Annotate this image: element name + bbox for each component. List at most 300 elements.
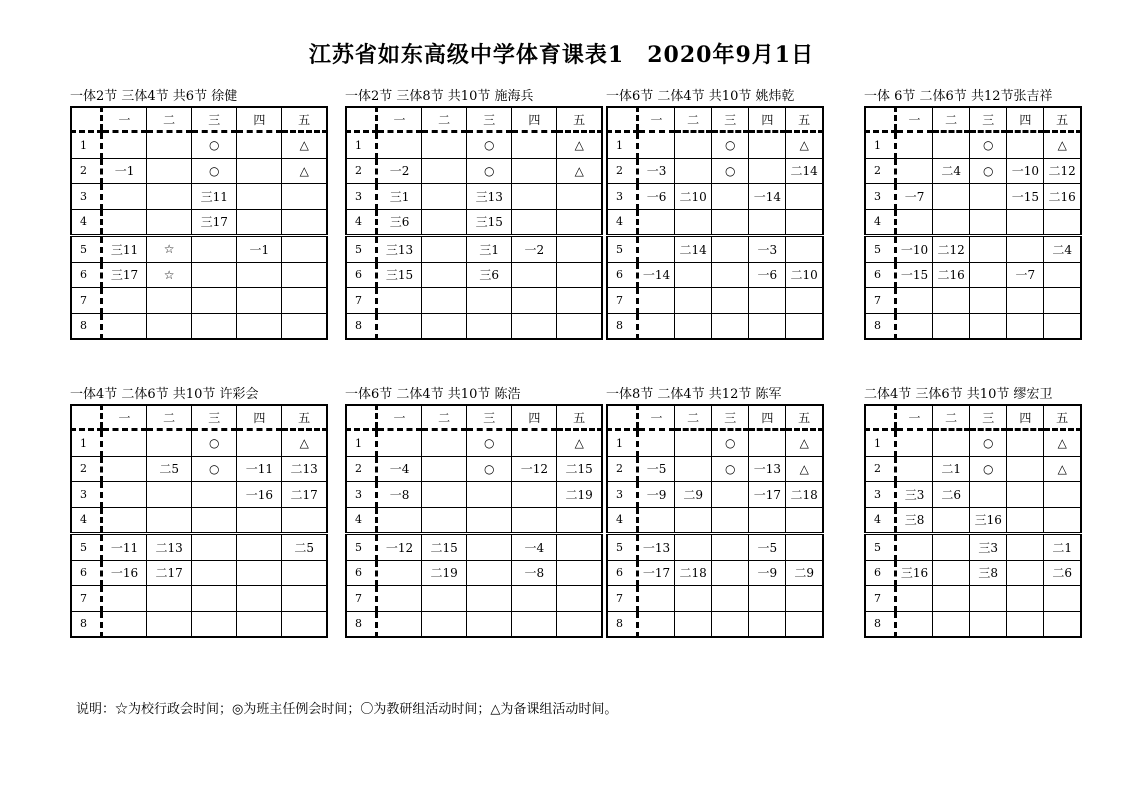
class-cell: 三17 xyxy=(192,209,237,236)
timetable xyxy=(345,106,603,340)
class-cell xyxy=(1007,132,1044,159)
period-number: 8 xyxy=(71,611,102,637)
class-cell xyxy=(237,430,282,457)
class-cell xyxy=(467,611,512,637)
class-cell: ○ xyxy=(192,132,237,159)
class-cell: 二10 xyxy=(786,262,823,288)
schedule-panel xyxy=(606,88,824,340)
class-cell xyxy=(749,132,786,159)
class-cell: 二14 xyxy=(675,236,712,263)
class-cell: 一14 xyxy=(638,262,675,288)
teacher-summary: 一体4节 二体6节 共10节 许彩会 xyxy=(70,387,259,402)
class-cell xyxy=(192,611,237,637)
class-cell: ○ xyxy=(712,456,749,482)
period-row xyxy=(71,288,327,314)
class-cell xyxy=(512,586,557,612)
class-cell xyxy=(377,611,422,637)
class-cell xyxy=(512,430,557,457)
period-number: 6 xyxy=(71,560,102,586)
period-row xyxy=(71,236,327,263)
class-cell xyxy=(557,586,602,612)
class-cell: 二18 xyxy=(675,560,712,586)
class-cell xyxy=(282,560,327,586)
class-cell xyxy=(557,507,602,534)
weekday-header: 一 xyxy=(377,107,422,132)
class-cell xyxy=(970,586,1007,612)
weekday-header: 三 xyxy=(970,107,1007,132)
period-number: 2 xyxy=(865,456,896,482)
period-row xyxy=(71,430,327,457)
weekday-header-row xyxy=(865,107,1081,132)
weekday-header: 四 xyxy=(512,405,557,430)
class-cell xyxy=(422,262,467,288)
period-row xyxy=(71,132,327,159)
class-cell: 三16 xyxy=(896,560,933,586)
class-cell xyxy=(970,236,1007,263)
class-cell xyxy=(282,313,327,339)
class-cell xyxy=(147,209,192,236)
class-cell xyxy=(1044,586,1081,612)
class-cell xyxy=(786,507,823,534)
class-cell: 一17 xyxy=(638,560,675,586)
period-row xyxy=(607,313,823,339)
class-cell xyxy=(1044,262,1081,288)
class-cell xyxy=(896,209,933,236)
class-cell xyxy=(147,430,192,457)
class-cell xyxy=(1007,507,1044,534)
class-cell xyxy=(638,313,675,339)
weekday-header: 一 xyxy=(638,405,675,430)
period-row xyxy=(71,313,327,339)
period-number: 1 xyxy=(865,430,896,457)
class-cell xyxy=(102,313,147,339)
class-cell xyxy=(512,288,557,314)
class-cell xyxy=(422,184,467,210)
weekday-header: 三 xyxy=(467,107,512,132)
corner-cell xyxy=(346,107,377,132)
weekday-header-row xyxy=(346,107,602,132)
period-number: 7 xyxy=(71,288,102,314)
period-number: 4 xyxy=(346,507,377,534)
class-cell: 二4 xyxy=(1044,236,1081,263)
corner-cell xyxy=(346,405,377,430)
weekday-header: 二 xyxy=(147,107,192,132)
class-cell xyxy=(467,534,512,561)
class-cell: 二15 xyxy=(422,534,467,561)
class-cell xyxy=(147,482,192,508)
class-cell: ○ xyxy=(192,158,237,184)
class-cell xyxy=(512,184,557,210)
teacher-summary: 一体2节 三体4节 共6节 徐健 xyxy=(70,89,238,104)
class-cell xyxy=(512,611,557,637)
period-row xyxy=(71,209,327,236)
class-cell xyxy=(192,507,237,534)
schedule-panel xyxy=(70,386,328,638)
timetable xyxy=(864,106,1082,340)
class-cell xyxy=(749,313,786,339)
class-cell xyxy=(933,184,970,210)
class-cell: 二6 xyxy=(933,482,970,508)
corner-cell xyxy=(607,107,638,132)
period-number: 6 xyxy=(71,262,102,288)
class-cell xyxy=(147,586,192,612)
weekday-header: 三 xyxy=(712,405,749,430)
period-number: 8 xyxy=(346,313,377,339)
class-cell xyxy=(638,586,675,612)
class-cell: 一7 xyxy=(1007,262,1044,288)
period-row xyxy=(346,313,602,339)
class-cell: ○ xyxy=(192,430,237,457)
period-number: 6 xyxy=(607,560,638,586)
class-cell xyxy=(786,534,823,561)
period-number: 3 xyxy=(71,482,102,508)
class-cell: 一9 xyxy=(749,560,786,586)
class-cell: 三3 xyxy=(896,482,933,508)
period-row xyxy=(71,456,327,482)
class-cell: 二9 xyxy=(786,560,823,586)
class-cell xyxy=(675,456,712,482)
class-cell xyxy=(467,560,512,586)
class-cell xyxy=(422,611,467,637)
class-cell: 二13 xyxy=(147,534,192,561)
class-cell xyxy=(1044,209,1081,236)
class-cell xyxy=(749,288,786,314)
class-cell xyxy=(712,534,749,561)
class-cell xyxy=(712,611,749,637)
class-cell xyxy=(675,132,712,159)
class-cell xyxy=(377,288,422,314)
weekday-header: 四 xyxy=(1007,405,1044,430)
class-cell xyxy=(282,184,327,210)
period-row xyxy=(865,158,1081,184)
class-cell xyxy=(377,586,422,612)
class-cell xyxy=(512,507,557,534)
class-cell xyxy=(377,132,422,159)
period-row xyxy=(607,482,823,508)
class-cell xyxy=(147,184,192,210)
class-cell xyxy=(192,236,237,263)
class-cell xyxy=(970,262,1007,288)
weekday-header-row xyxy=(607,107,823,132)
period-row xyxy=(71,507,327,534)
class-cell xyxy=(237,534,282,561)
period-number: 5 xyxy=(71,534,102,561)
class-cell: 二17 xyxy=(147,560,192,586)
class-cell xyxy=(933,586,970,612)
weekday-header: 一 xyxy=(896,405,933,430)
class-cell xyxy=(933,534,970,561)
class-cell: ○ xyxy=(467,430,512,457)
period-row xyxy=(607,262,823,288)
class-cell: 二13 xyxy=(282,456,327,482)
class-cell xyxy=(933,430,970,457)
class-cell: △ xyxy=(786,456,823,482)
period-number: 3 xyxy=(346,482,377,508)
period-row xyxy=(865,184,1081,210)
timetable xyxy=(606,106,824,340)
weekday-header: 二 xyxy=(422,405,467,430)
period-number: 4 xyxy=(607,507,638,534)
weekday-header: 二 xyxy=(675,107,712,132)
period-number: 2 xyxy=(607,158,638,184)
period-row xyxy=(346,456,602,482)
weekday-header: 一 xyxy=(638,107,675,132)
class-cell xyxy=(712,482,749,508)
class-cell xyxy=(933,611,970,637)
timetable xyxy=(345,404,603,638)
period-row xyxy=(865,586,1081,612)
class-cell: △ xyxy=(1044,456,1081,482)
class-cell xyxy=(102,430,147,457)
class-cell xyxy=(896,313,933,339)
class-cell: ○ xyxy=(712,430,749,457)
class-cell xyxy=(557,209,602,236)
class-cell: 三11 xyxy=(102,236,147,263)
class-cell xyxy=(102,209,147,236)
period-number: 2 xyxy=(607,456,638,482)
class-cell xyxy=(970,288,1007,314)
weekday-header: 三 xyxy=(712,107,749,132)
period-row xyxy=(71,262,327,288)
class-cell xyxy=(192,262,237,288)
class-cell xyxy=(102,288,147,314)
period-row xyxy=(346,507,602,534)
weekday-header: 五 xyxy=(282,107,327,132)
class-cell: △ xyxy=(786,132,823,159)
class-cell xyxy=(237,611,282,637)
class-cell xyxy=(970,611,1007,637)
period-row xyxy=(607,534,823,561)
class-cell xyxy=(422,158,467,184)
corner-cell xyxy=(865,405,896,430)
class-cell xyxy=(422,313,467,339)
class-cell xyxy=(749,209,786,236)
class-cell xyxy=(467,482,512,508)
class-cell xyxy=(237,288,282,314)
class-cell xyxy=(467,586,512,612)
class-cell xyxy=(192,482,237,508)
class-cell xyxy=(786,209,823,236)
period-row xyxy=(71,560,327,586)
class-cell xyxy=(282,236,327,263)
period-row xyxy=(865,262,1081,288)
weekday-header-row xyxy=(865,405,1081,430)
weekday-header: 五 xyxy=(557,107,602,132)
class-cell: △ xyxy=(557,430,602,457)
class-cell xyxy=(192,560,237,586)
teacher-summary: 一体2节 三体8节 共10节 施海兵 xyxy=(345,89,534,104)
class-cell: 二15 xyxy=(557,456,602,482)
class-cell xyxy=(1007,611,1044,637)
class-cell: 二6 xyxy=(1044,560,1081,586)
class-cell: 二12 xyxy=(1044,158,1081,184)
class-cell xyxy=(896,611,933,637)
class-cell xyxy=(282,288,327,314)
class-cell xyxy=(712,560,749,586)
weekday-header: 四 xyxy=(749,107,786,132)
period-number: 3 xyxy=(346,184,377,210)
period-row xyxy=(346,158,602,184)
class-cell: 三13 xyxy=(467,184,512,210)
class-cell xyxy=(675,430,712,457)
class-cell: 一11 xyxy=(237,456,282,482)
period-row xyxy=(71,586,327,612)
weekday-header: 一 xyxy=(896,107,933,132)
weekday-header-row xyxy=(71,107,327,132)
class-cell xyxy=(638,507,675,534)
class-cell: 一10 xyxy=(896,236,933,263)
period-row xyxy=(865,482,1081,508)
class-cell: 二16 xyxy=(1044,184,1081,210)
class-cell xyxy=(102,132,147,159)
period-row xyxy=(607,430,823,457)
class-cell: ○ xyxy=(467,456,512,482)
class-cell xyxy=(786,611,823,637)
class-cell: ○ xyxy=(467,158,512,184)
weekday-header: 五 xyxy=(786,107,823,132)
class-cell: 三15 xyxy=(467,209,512,236)
class-cell xyxy=(675,507,712,534)
period-number: 8 xyxy=(607,313,638,339)
class-cell: 二1 xyxy=(1044,534,1081,561)
class-cell: △ xyxy=(282,158,327,184)
weekday-header: 二 xyxy=(933,107,970,132)
timetable xyxy=(70,106,328,340)
class-cell: 三8 xyxy=(896,507,933,534)
class-cell xyxy=(675,262,712,288)
class-cell: ○ xyxy=(970,430,1007,457)
class-cell: 三1 xyxy=(377,184,422,210)
period-number: 3 xyxy=(71,184,102,210)
class-cell xyxy=(1007,313,1044,339)
weekday-header: 三 xyxy=(467,405,512,430)
period-row xyxy=(865,560,1081,586)
period-number: 5 xyxy=(865,236,896,263)
period-row xyxy=(607,132,823,159)
teacher-summary: 一体6节 二体4节 共10节 陈浩 xyxy=(345,387,521,402)
class-cell: 一16 xyxy=(237,482,282,508)
class-cell xyxy=(512,132,557,159)
class-cell xyxy=(102,184,147,210)
class-cell xyxy=(896,456,933,482)
class-cell xyxy=(422,209,467,236)
period-number: 5 xyxy=(346,534,377,561)
class-cell xyxy=(102,507,147,534)
page-title: 江苏省如东高级中学体育课表1 2020年9月1日 xyxy=(308,42,815,68)
period-row xyxy=(607,236,823,263)
class-cell xyxy=(786,288,823,314)
class-cell xyxy=(712,288,749,314)
period-number: 8 xyxy=(865,313,896,339)
period-row xyxy=(346,262,602,288)
period-number: 5 xyxy=(346,236,377,263)
period-number: 3 xyxy=(865,482,896,508)
period-number: 5 xyxy=(865,534,896,561)
period-number: 3 xyxy=(865,184,896,210)
period-row xyxy=(865,507,1081,534)
class-cell xyxy=(786,586,823,612)
schedule-panel xyxy=(864,386,1082,638)
corner-cell xyxy=(607,405,638,430)
weekday-header: 三 xyxy=(970,405,1007,430)
period-row xyxy=(865,456,1081,482)
class-cell: ☆ xyxy=(147,236,192,263)
period-number: 6 xyxy=(346,262,377,288)
class-cell: 二9 xyxy=(675,482,712,508)
period-number: 5 xyxy=(607,236,638,263)
class-cell xyxy=(557,313,602,339)
class-cell: 一16 xyxy=(102,560,147,586)
class-cell xyxy=(896,158,933,184)
class-cell xyxy=(377,430,422,457)
weekday-header: 三 xyxy=(192,107,237,132)
period-number: 1 xyxy=(607,132,638,159)
class-cell xyxy=(192,288,237,314)
period-row xyxy=(865,534,1081,561)
period-number: 2 xyxy=(346,158,377,184)
class-cell xyxy=(933,288,970,314)
class-cell xyxy=(147,288,192,314)
class-cell xyxy=(422,482,467,508)
class-cell xyxy=(933,209,970,236)
class-cell: 一11 xyxy=(102,534,147,561)
class-cell: 二14 xyxy=(786,158,823,184)
period-row xyxy=(607,586,823,612)
class-cell: 二19 xyxy=(557,482,602,508)
period-number: 4 xyxy=(607,209,638,236)
period-row xyxy=(607,560,823,586)
class-cell xyxy=(102,456,147,482)
class-cell xyxy=(712,262,749,288)
class-cell: △ xyxy=(557,158,602,184)
class-cell xyxy=(675,158,712,184)
weekday-header: 一 xyxy=(377,405,422,430)
period-number: 4 xyxy=(346,209,377,236)
class-cell xyxy=(377,507,422,534)
weekday-header-row xyxy=(607,405,823,430)
class-cell: 一3 xyxy=(638,158,675,184)
period-number: 2 xyxy=(346,456,377,482)
weekday-header: 二 xyxy=(147,405,192,430)
class-cell xyxy=(638,132,675,159)
class-cell xyxy=(467,507,512,534)
class-cell: 一15 xyxy=(896,262,933,288)
class-cell: 三11 xyxy=(192,184,237,210)
teacher-summary: 一体6节 二体4节 共10节 姚炜乾 xyxy=(606,89,795,104)
period-row xyxy=(71,158,327,184)
class-cell xyxy=(557,288,602,314)
class-cell: △ xyxy=(282,132,327,159)
class-cell xyxy=(970,184,1007,210)
class-cell xyxy=(467,313,512,339)
class-cell xyxy=(749,611,786,637)
period-number: 4 xyxy=(865,507,896,534)
class-cell: △ xyxy=(1044,132,1081,159)
class-cell xyxy=(749,586,786,612)
period-row xyxy=(71,184,327,210)
class-cell xyxy=(282,586,327,612)
class-cell xyxy=(282,507,327,534)
class-cell xyxy=(422,586,467,612)
period-row xyxy=(865,236,1081,263)
class-cell: △ xyxy=(786,430,823,457)
period-row xyxy=(607,209,823,236)
class-cell xyxy=(282,209,327,236)
class-cell: 一3 xyxy=(749,236,786,263)
period-number: 3 xyxy=(607,184,638,210)
class-cell: ○ xyxy=(970,456,1007,482)
period-row xyxy=(346,611,602,637)
